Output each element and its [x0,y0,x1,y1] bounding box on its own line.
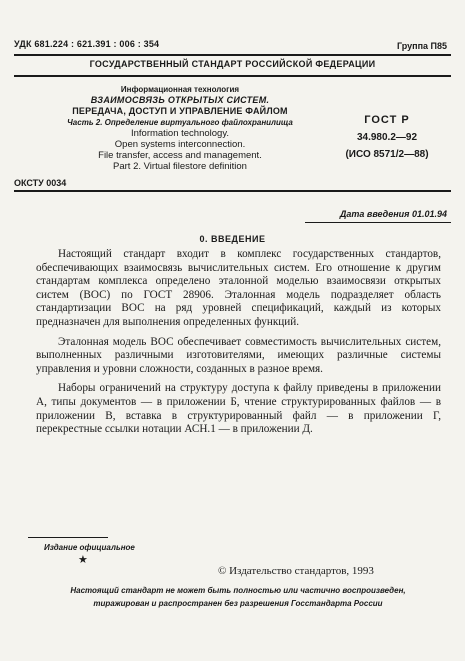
iso-number: (ИСО 8571/2—88) [345,149,429,160]
star-icon: ★ [78,554,88,566]
top-rule [14,54,451,56]
title-line-1: Информационная технология [120,85,240,94]
section-title: 0. ВВЕДЕНИЕ [199,234,266,244]
date-of-introduction: Дата введения 01.01.94 [339,209,447,219]
group-code: Группа П85 [396,41,447,51]
okstu-code: ОКСТУ 0034 [14,178,67,188]
paragraph: Эталонная модель ВОС обеспечивает совместимость вычислительных систем, выполненных различными изготовителями, имеющих различные системы управления и уровни сложности, созданных в разное время. [36,335,441,375]
paragraph: Настоящий стандарт входит в комплекс государственных стандартов, обеспечивающих взаимосвязь вычислительных систем. Его отношение к другим стандартам комплекса определено эталонной моделью взаимосвязи открытых систем (ВОС) по ГОСТ 28906. Эталонная модель подразделяет область стандартизации ВОС на ряд уровней спецификаций, каждый из которых предназначен для выполнения определенных функций. [36,248,441,328]
standard-title-block [40,84,320,172]
title-en-1: Information technology. [130,128,230,139]
reproduction-notice [28,584,448,610]
paragraph: Наборы ограничений на структуру доступа к файлу приведены в приложении А, типы документов — в приложении Б, чтение структурированных файлов — в приложении В, вставка в структурированный файл — в приложении Г, перекрестные ссылки нотации АСН.1 — в приложении Д. [36,382,441,436]
gost-designation [322,112,452,163]
state-title-rule [14,75,451,77]
title-line-2: ВЗАИМОСВЯЗЬ ОТКРЫТЫХ СИСТЕМ. [90,95,270,105]
title-line-4: Часть 2. Определение виртуального файлохранилища [67,118,293,127]
gost-label: ГОСТ Р [364,114,410,126]
state-standard-title: ГОСУДАРСТВЕННЫЙ СТАНДАРТ РОССИЙСКОЙ ФЕДЕРАЦИИ [89,59,376,69]
title-en-2: Open systems interconnection. [114,139,246,150]
udk-code: УДК 681.224 : 621.391 : 006 : 354 [14,39,160,49]
notice-line-1: Настоящий стандарт не может быть полностью или частично воспроизведен, [70,586,406,595]
title-line-3: ПЕРЕДАЧА, ДОСТУП И УПРАВЛЕНИЕ ФАЙЛОМ [72,106,288,116]
official-edition-label: Издание официальное [44,543,135,552]
body-text [36,248,441,443]
footer-rule [28,537,108,538]
title-en-3: File transfer, access and management. [98,150,262,161]
gost-number: 34.980.2—92 [356,132,418,143]
date-rule [305,222,451,223]
notice-line-2: тиражирован и распространен без разрешения Госстандарта России [93,599,383,608]
okstu-rule [14,190,451,192]
title-en-4: Part 2. Virtual filestore definition [113,161,247,172]
copyright-notice: © Издательство стандартов, 1993 [218,565,374,577]
